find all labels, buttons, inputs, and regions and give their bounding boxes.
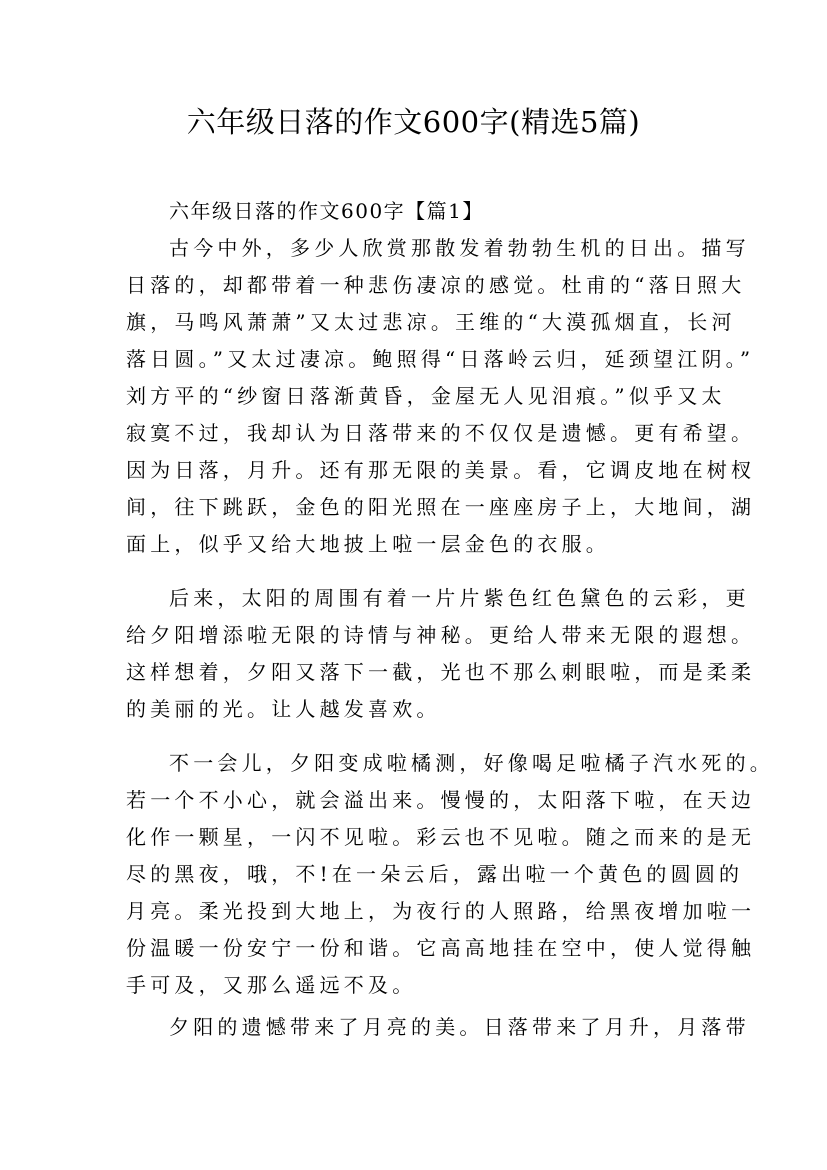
paragraph-3-line-4: 尽的黑夜，哦，不!在一朵云后，露出啦一个黄色的圆圆的 xyxy=(126,862,744,886)
paragraph-3-line-7: 手可及，又那么遥远不及。 xyxy=(126,973,417,997)
paragraph-3-line-1: 不一会儿，夕阳变成啦橘测，好像喝足啦橘子汽水死的。 xyxy=(169,751,774,775)
paragraph-2-line-4: 的美丽的光。让人越发喜欢。 xyxy=(126,697,441,721)
paragraph-3-line-3: 化作一颗星，一闪不见啦。彩云也不见啦。随之而来的是无 xyxy=(126,825,756,849)
paragraph-1-line-5: 刘方平的“纱窗日落渐黄昏，金屋无人见泪痕。”似乎又太 xyxy=(126,384,726,408)
paragraph-1-line-4: 落日圆。”又太过凄凉。鲍照得“日落岭云归，延颈望江阴。” xyxy=(126,347,755,371)
paragraph-1-line-7: 因为日落，月升。还有那无限的美景。看，它调皮地在树杈 xyxy=(126,458,756,482)
paragraph-1-line-8: 间，往下跳跃，金色的阳光照在一座座房子上，大地间，湖 xyxy=(126,495,756,519)
paragraph-4-line-1: 夕阳的遗憾带来了月亮的美。日落带来了月升，月落带 xyxy=(169,1015,750,1039)
paragraph-1-line-9: 面上，似乎又给大地披上啦一层金色的衣服。 xyxy=(126,532,610,556)
paragraph-2-line-3: 这样想着，夕阳又落下一截，光也不那么刺眼啦，而是柔柔 xyxy=(126,660,756,684)
paragraph-3-line-5: 月亮。柔光投到大地上，为夜行的人照路，给黑夜增加啦一 xyxy=(126,899,756,923)
paragraph-1-line-6: 寂寞不过，我却认为日落带来的不仅仅是遗憾。更有希望。 xyxy=(126,421,756,445)
paragraph-1-line-1: 古今中外，多少人欣赏那散发着勃勃生机的日出。描写 xyxy=(169,236,750,260)
section-heading: 六年级日落的作文600字【篇1】 xyxy=(169,199,484,223)
paragraph-1-line-2: 日落的，却都带着一种悲伤凄凉的感觉。杜甫的“落日照大 xyxy=(126,273,746,297)
paragraph-3-line-2: 若一个不小心，就会溢出来。慢慢的，太阳落下啦，在天边 xyxy=(126,788,756,812)
paragraph-2-line-2: 给夕阳增添啦无限的诗情与神秘。更给人带来无限的遐想。 xyxy=(126,623,756,647)
paragraph-2-line-1: 后来，太阳的周围有着一片片紫色红色黛色的云彩，更 xyxy=(169,586,750,610)
paragraph-3-line-6: 份温暖一份安宁一份和谐。它高高地挂在空中，使人觉得触 xyxy=(126,936,756,960)
document-title: 六年级日落的作文600字(精选5篇) xyxy=(186,105,641,139)
paragraph-1-line-3: 旗，马鸣风萧萧”又太过悲凉。王维的“大漠孤烟直，长河 xyxy=(126,310,736,334)
